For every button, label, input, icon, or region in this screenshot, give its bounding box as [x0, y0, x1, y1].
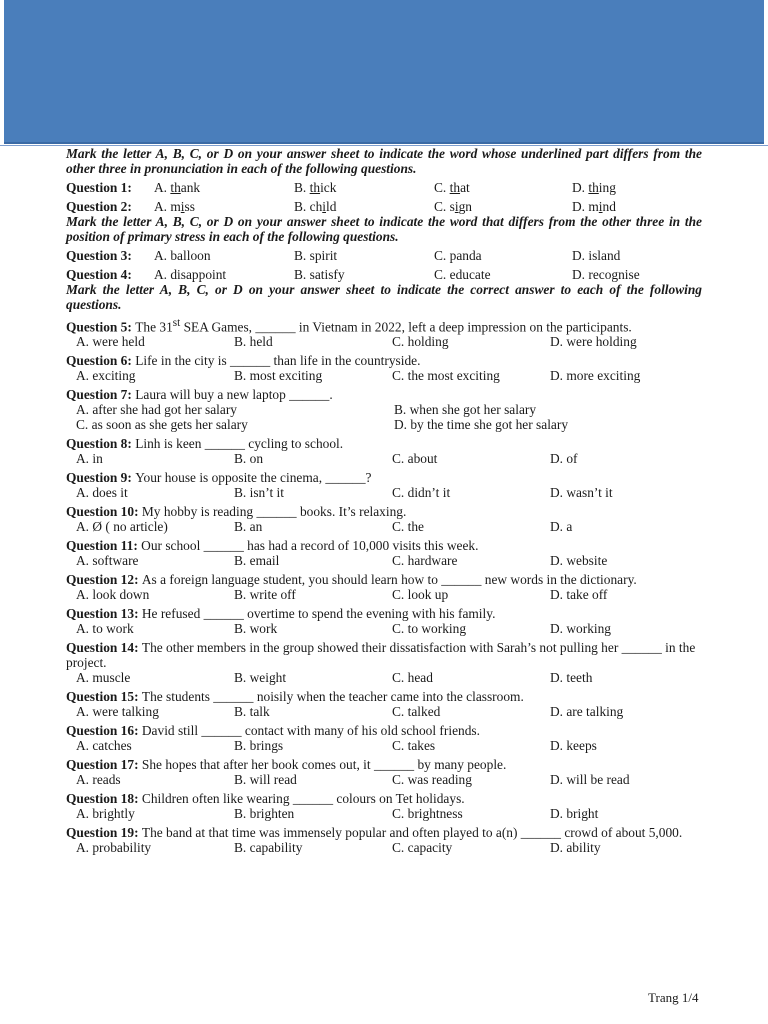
question-label: Question 18:: [66, 791, 142, 807]
answer-option: B. most exciting: [234, 368, 323, 384]
answer-option: D. island: [572, 248, 621, 263]
underlined-part: th: [309, 180, 321, 195]
question-label: Question 10:: [66, 504, 142, 520]
answer-option: C. was reading: [392, 772, 472, 788]
answer-options: [62, 621, 702, 636]
question-block: [62, 504, 702, 534]
answer-option: A. after she had got her salary: [76, 402, 237, 418]
answer-option: B. satisfy: [294, 267, 345, 282]
question-label: Question 11:: [66, 538, 142, 554]
answer-option: A. were held: [76, 334, 145, 350]
answer-option: A. to work: [76, 621, 134, 637]
question-block: [62, 572, 702, 602]
question-block: [62, 606, 702, 636]
question-label: Question 6:: [66, 353, 136, 369]
question-row: [62, 199, 702, 214]
question-label: Question 8:: [66, 436, 136, 452]
question-row: [62, 267, 702, 282]
answer-option: D. more exciting: [550, 368, 641, 384]
answer-option: D. thing: [572, 180, 616, 195]
answer-option: C. the most exciting: [392, 368, 500, 384]
question-label: Question 17:: [66, 757, 142, 773]
exam-content: [62, 146, 702, 855]
answer-option: C. talked: [392, 704, 441, 720]
question-stem: [62, 757, 702, 772]
instruction-pronunciation: Mark the letter A, B, C, or D on your answer sheet to indicate the word whose underlined part differs from the other three in pronunciation in each of the following questions.: [66, 146, 702, 176]
question-block: [62, 757, 702, 787]
question-label: Question 9:: [66, 470, 136, 486]
answer-option: C. about: [392, 451, 438, 467]
answer-option: B. held: [234, 334, 273, 350]
answer-option: C. holding: [392, 334, 449, 350]
answer-option: A. reads: [76, 772, 121, 788]
answer-option: A. Ø ( no article): [76, 519, 168, 535]
answer-option: B. an: [234, 519, 263, 535]
answer-option: A. exciting: [76, 368, 136, 384]
answer-options: [62, 519, 702, 534]
question-label: Question 15:: [66, 689, 142, 705]
answer-option: B. will read: [234, 772, 297, 788]
answer-option: D. of: [550, 451, 578, 467]
answer-options: [62, 368, 702, 383]
question-block: [62, 825, 702, 855]
answer-option: A. look down: [76, 587, 150, 603]
answer-option: B. write off: [234, 587, 296, 603]
answer-options: [62, 451, 702, 466]
answer-option: D. ability: [550, 840, 601, 856]
question-label: Question 7:: [66, 387, 136, 403]
answer-option: A. does it: [76, 485, 128, 501]
question-text: The other members in the group showed their dissatisfaction with Sarah’s not pulling her ______ in the project.: [66, 640, 696, 671]
answer-option: C. head: [392, 670, 433, 686]
question-stem: [62, 723, 702, 738]
question-block: [62, 353, 702, 383]
answer-option: C. takes: [392, 738, 436, 754]
question-block: [62, 470, 702, 500]
question-stem: [62, 387, 702, 402]
answer-option: D. mind: [572, 199, 616, 214]
answer-option: C. look up: [392, 587, 449, 603]
underlined-part: th: [588, 180, 599, 195]
question-text: She hopes that after her book comes out, it ______ by many people.: [141, 757, 507, 773]
question-block: [62, 791, 702, 821]
question-text: Laura will buy a new laptop ______.: [135, 387, 333, 403]
question-stem: [62, 504, 702, 519]
answer-options: [62, 840, 702, 855]
answer-options: [62, 772, 702, 787]
superscript: st: [172, 317, 181, 329]
answer-option: D. a: [550, 519, 573, 535]
answer-option: B. talk: [234, 704, 270, 720]
question-row: [62, 180, 702, 195]
answer-option: B. thick: [294, 180, 337, 195]
answer-option: B. work: [234, 621, 278, 637]
answer-option: B. brighten: [234, 806, 295, 822]
question-label: Question 1:: [66, 180, 132, 195]
answer-option: A. miss: [154, 199, 195, 214]
answer-option: D. will be read: [550, 772, 630, 788]
answer-options: [62, 806, 702, 821]
answer-option: C. sign: [434, 199, 472, 214]
question-block: [62, 640, 702, 685]
answer-options: [62, 485, 702, 500]
question-stem: [62, 791, 702, 806]
question-label: Question 13:: [66, 606, 142, 622]
question-text: Linh is keen ______ cycling to school.: [135, 436, 344, 452]
answer-options: [62, 402, 702, 432]
question-text: My hobby is reading ______ books. It’s relaxing.: [141, 504, 407, 520]
question-label: Question 2:: [66, 199, 132, 214]
question-label: Question 5:: [66, 319, 136, 335]
answer-option: D. teeth: [550, 670, 593, 686]
answer-options: [62, 553, 702, 568]
question-block: [62, 723, 702, 753]
question-text: Children often like wearing ______ colours on Tet holidays.: [141, 791, 465, 807]
answer-option: D. bright: [550, 806, 599, 822]
underlined-part: i: [598, 199, 603, 214]
question-label: Question 16:: [66, 723, 142, 739]
underlined-part: th: [449, 180, 461, 195]
answer-options: [62, 670, 702, 685]
question-block: [62, 538, 702, 568]
question-label: Question 4:: [66, 267, 132, 282]
question-label: Question 3:: [66, 248, 132, 263]
answer-option: A. catches: [76, 738, 132, 754]
answer-option: A. brightly: [76, 806, 135, 822]
question-text: The band at that time was immensely popular and often played to a(n) ______ crowd of about 5,000.: [141, 825, 683, 841]
question-text-post: SEA Games, ______ in Vietnam in 2022, left a deep impression on the participants.: [180, 319, 632, 335]
answer-option: B. on: [234, 451, 264, 467]
answer-option: C. brightness: [392, 806, 463, 822]
underlined-part: i: [454, 199, 459, 214]
answer-option: A. thank: [154, 180, 201, 195]
question-stem: [62, 538, 702, 553]
question-text: Life in the city is ______ than life in the countryside.: [135, 353, 421, 369]
question-stem: [62, 470, 702, 485]
answer-option: C. to working: [392, 621, 467, 637]
pronunciation-section: [62, 180, 702, 214]
answer-option: D. recognise: [572, 267, 640, 282]
question-stem: [62, 436, 702, 451]
answer-option: D. wasn’t it: [550, 485, 613, 501]
question-row: [62, 248, 702, 263]
answer-option: D. by the time she got her salary: [394, 417, 569, 433]
question-label: Question 14:: [66, 640, 142, 656]
answer-option: B. isn’t it: [234, 485, 284, 501]
question-text: Your house is opposite the cinema, ______?: [135, 470, 372, 486]
answer-option: C. capacity: [392, 840, 453, 856]
question-stem: [62, 572, 702, 587]
answer-option: B. when she got her salary: [394, 402, 537, 418]
question-text: The students ______ noisily when the teacher came into the classroom.: [141, 689, 524, 705]
answer-option: D. working: [550, 621, 611, 637]
question-stem: [62, 825, 702, 840]
answer-option: A. muscle: [76, 670, 131, 686]
answer-option: A. were talking: [76, 704, 159, 720]
answer-option: B. weight: [234, 670, 287, 686]
question-block: [62, 689, 702, 719]
question-stem: [62, 606, 702, 621]
answer-option: A. balloon: [154, 248, 211, 263]
answer-option: A. disappoint: [154, 267, 227, 282]
answer-option: C. panda: [434, 248, 482, 263]
answer-option: B. email: [234, 553, 280, 569]
answer-option: D. take off: [550, 587, 608, 603]
question-text: Our school ______ has had a record of 10,000 visits this week.: [141, 538, 479, 554]
answer-options: [62, 738, 702, 753]
answer-option: B. capability: [234, 840, 303, 856]
answer-option: D. website: [550, 553, 608, 569]
answer-options: [62, 704, 702, 719]
underlined-part: i: [322, 199, 326, 214]
question-stem: [62, 640, 702, 670]
question-text-pre: The 31: [135, 319, 173, 335]
instruction-correct-answer: Mark the letter A, B, C, or D on your answer sheet to indicate the correct answer to each of the following questions.: [66, 282, 702, 312]
question-text: As a foreign language student, you should learn how to ______ new words in the dictionary.: [141, 572, 637, 588]
answer-options: [62, 334, 702, 349]
multiple-choice-section: [62, 316, 702, 855]
question-label: Question 12:: [66, 572, 142, 588]
question-block: [62, 316, 702, 349]
underlined-part: th: [170, 180, 181, 195]
question-block: [62, 436, 702, 466]
question-text: He refused ______ overtime to spend the evening with his family.: [141, 606, 496, 622]
question-stem: [62, 353, 702, 368]
answer-options: [62, 587, 702, 602]
answer-option: C. hardware: [392, 553, 458, 569]
answer-option: B. spirit: [294, 248, 338, 263]
answer-option: D. keeps: [550, 738, 597, 754]
question-stem: [62, 689, 702, 704]
answer-option: D. were holding: [550, 334, 637, 350]
question-label: Question 19:: [66, 825, 142, 841]
answer-option: A. software: [76, 553, 139, 569]
stress-section: [62, 248, 702, 282]
question-block: [62, 387, 702, 432]
answer-option: C. the: [392, 519, 424, 535]
answer-option: D. are talking: [550, 704, 624, 720]
answer-option: B. child: [294, 199, 337, 214]
instruction-stress: Mark the letter A, B, C, or D on your answer sheet to indicate the word that differs from the other three in the position of primary stress in each of the following questions.: [66, 214, 702, 244]
answer-option: A. in: [76, 451, 103, 467]
question-text: David still ______ contact with many of his old school friends.: [141, 723, 480, 739]
page-number: Trang 1/4: [648, 990, 699, 1005]
answer-option: C. educate: [434, 267, 491, 282]
header-banner: [4, 0, 764, 144]
answer-option: C. as soon as she gets her salary: [76, 417, 248, 433]
answer-option: A. probability: [76, 840, 152, 856]
question-stem: [62, 316, 702, 334]
underlined-part: i: [180, 199, 185, 214]
answer-option: C. didn’t it: [392, 485, 451, 501]
answer-option: C. that: [434, 180, 470, 195]
answer-option: B. brings: [234, 738, 284, 754]
